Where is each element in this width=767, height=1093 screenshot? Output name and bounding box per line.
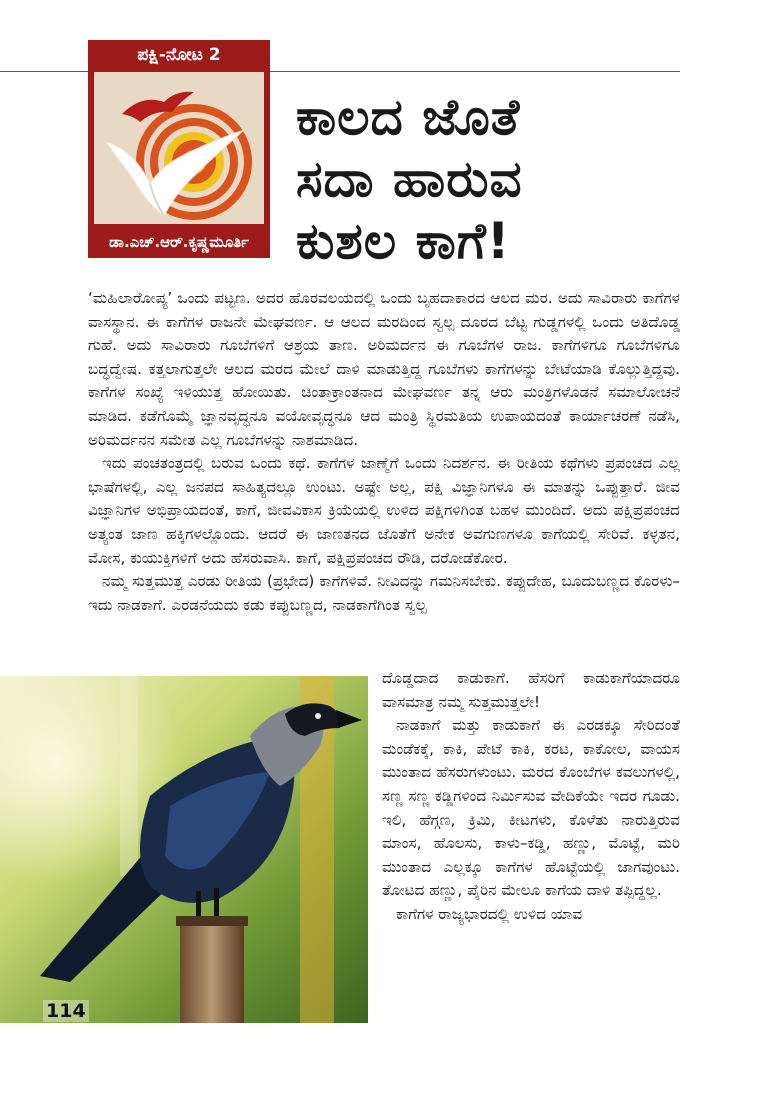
series-badge xyxy=(88,40,270,258)
series-title: ಪಕ್ಷಿ-ನೋಟ 2 xyxy=(137,45,221,65)
headline-line-2: ಸದಾ ಹಾರುವ xyxy=(296,150,523,208)
article-body xyxy=(88,287,680,617)
side-paragraph-1: ದೊಡ್ಡದಾದ ಕಾಡುಕಾಗೆ. ಹೆಸರಿಗೆ ಕಾಡುಕಾಗೆಯಾದರೂ ವಾಸಮಾತ್ರ ನಮ್ಮ ಸುತ್ತಮುತ್ತಲೇ! xyxy=(382,669,680,711)
badge-logo-art xyxy=(94,72,264,224)
body-paragraph-2: ಇದು ಪಂಚತಂತ್ರದಲ್ಲಿ ಬರುವ ಒಂದು ಕಥೆ. ಕಾಗೆಗಳ ಜಾಣ್ಮೆಗೆ ಒಂದು ನಿದರ್ಶನ. ಈ ರೀತಿಯ ಕಥೆಗಳು ಪ್ರಪಂಚದ ಎಲ್ಲ ಭಾಷೆಗಳಲ್ಲಿ, ಎಲ್ಲ ಜನಪದ ಸಾಹಿತ್ಯದಲ್ಲೂ ಉಂಟು. ಅಷ್ಟೇ ಅಲ್ಲ, ಪಕ್ಷಿ ವಿಜ್ಞಾನಿಗಳೂ ಈ ಮಾತನ್ನು ಒಪ್ಪುತ್ತಾರೆ. ಜೀವ ವಿಜ್ಞಾನಿಗಳ ಅಭಿಪ್ರಾಯದಂತೆ, ಕಾಗೆ, ಜೀವವಿಕಾಸ ಕ್ರಿಯೆಯಲ್ಲಿ ಉಳಿದ ಪಕ್ಷಿಗಳಿಗಿಂತ ಬಹಳ ಮುಂದಿದೆ. ಅದು ಪಕ್ಷಿಪ್ರಪಂಚದ ಅತ್ಯಂತ ಜಾಣ ಹಕ್ಕಿಗಳಲ್ಲೊಂದು. ಆದರೆ ಈ ಜಾಣತನದ ಜೊತೆಗೆ ಅನೇಕ ಅವಗುಣಗಳೂ ಕಾಗೆಯಲ್ಲಿ ಸೇರಿವೆ. ಕಳ್ಳತನ, ಮೋಸ, ಕುಯುಕ್ತಿಗಳಿಗೆ ಅದು ಹೆಸರುವಾಸಿ. ಕಾಗೆ, ಪಕ್ಷಿಪ್ರಪಂಚದ ರೌಡಿ, ದರೋಡೆಕೋರ. xyxy=(88,454,680,567)
headline-line-3: ಕುಶಲ ಕಾಗೆ! xyxy=(296,212,511,270)
article-headline xyxy=(296,86,676,272)
headline-line-1: ಕಾಲದ ಜೊತೆ xyxy=(296,88,521,146)
author-name: ಡಾ.ಎಚ್.ಆರ್.ಕೃಷ್ಣಮೂರ್ತಿ xyxy=(109,233,249,251)
bird-target-logo-icon xyxy=(94,72,264,224)
side-column-text xyxy=(382,667,680,927)
crow-photo xyxy=(0,676,368,1023)
side-paragraph-3: ಕಾಗೆಗಳ ರಾಜ್ಯಭಾರದಲ್ಲಿ ಉಳಿದ ಯಾವ xyxy=(396,904,583,923)
body-paragraph-1: ‘ಮಹಿಲಾರೋಪ್ಯ’ ಒಂದು ಪಟ್ಟಣ. ಅದರ ಹೊರವಲಯದಲ್ಲಿ ಒಂದು ಬೃಹದಾಕಾರದ ಆಲದ ಮರ. ಅದು ಸಾವಿರಾರು ಕಾಗೆಗಳ ವಾಸಸ್ಥಾನ. ಈ ಕಾಗೆಗಳ ರಾಜನೇ ಮೇಘವರ್ಣ. ಆ ಆಲದ ಮರದಿಂದ ಸ್ವಲ್ಪ ದೂರದ ಬೆಟ್ಟ ಗುಡ್ಡಗಳಲ್ಲಿ ಒಂದು ಅತಿದೊಡ್ಡ ಗುಹೆ. ಅದು ಸಾವಿರಾರು ಗೂಬೆಗಳಿಗೆ ಆಶ್ರಯ ತಾಣ. ಅರಿಮರ್ದನ ಈ ಗೂಬೆಗಳ ರಾಜ. ಕಾಗೆಗಳಿಗೂ ಗೂಬೆಗಳಿಗೂ ಬದ್ಧದ್ವೇಷ. ಕತ್ತಲಾಗುತ್ತಲೇ ಆಲದ ಮರದ ಮೇಲೆ ದಾಳಿ ಮಾಡುತ್ತಿದ್ದ ಗೂಬೆಗಳು ಕಾಗೆಗಳನ್ನು ಬೇಟೆಯಾಡಿ ಕೊಲ್ಲುತ್ತಿದ್ದವು. ಕಾಗೆಗಳ ಸಂಖ್ಯೆ ಇಳಿಯುತ್ತ ಹೋಯಿತು. ಚಿಂತಾಕ್ರಾಂತನಾದ ಮೇಘವರ್ಣ ತನ್ನ ಆರು ಮಂತ್ರಿಗಳೊಡನೆ ಸಮಾಲೋಚನೆ ಮಾಡಿದ. ಕಡೆಗೊಮ್ಮೆ ಜ್ಞಾನವೃದ್ಧನೂ ವಯೋವೃದ್ಧನೂ ಆದ ಮಂತ್ರಿ ಸ್ಥಿರಮತಿಯ ಉಪಾಯದಂತೆ ಕಾರ್ಯಾಚರಣೆ ನಡೆಸಿ, ಅರಿಮರ್ದನನ ಸಮೇತ ಎಲ್ಲ ಗೂಬೆಗಳನ್ನು ನಾಶಮಾಡಿದ. xyxy=(88,289,680,449)
crow-illustration-icon xyxy=(0,676,368,1023)
body-paragraph-3: ನಮ್ಮ ಸುತ್ತಮುತ್ತ ಎರಡು ರೀತಿಯ (ಪ್ರಭೇದ) ಕಾಗೆಗಳಿವೆ. ನೀವಿದನ್ನು ಗಮನಿಸಬೇಕು. ಕಪ್ಪುದೇಹ, ಬೂದುಬಣ್ಣದ ಕೊರಳು– ಇದು ನಾಡಕಾಗೆ. ಎರಡನೆಯದು ಕಡು ಕಪ್ಪುಬಣ್ಣದ, ನಾಡಕಾಗೆಗಿಂತ ಸ್ವಲ್ಪ xyxy=(88,572,680,614)
side-paragraph-2: ನಾಡಕಾಗೆ ಮತ್ತು ಕಾಡುಕಾಗೆ ಈ ಎರಡಕ್ಕೂ ಸೇರಿದಂತೆ ಮಂಡೆಕಕ್ಕೆ, ಕಾಕಿ, ಪೇಟೆ ಕಾಕಿ, ಕರಟ, ಕಾಕೋಲ, ವಾಯಸ ಮುಂತಾದ ಹೆಸರುಗಳುಂಟು. ಮರದ ಕೊಂಬೆಗಳ ಕವಲುಗಳಲ್ಲಿ, ಸಣ್ಣ ಸಣ್ಣ ಕಡ್ಡಿಗಳಿಂದ ನಿರ್ಮಿಸುವ ವೇದಿಕೆಯೇ ಇದರ ಗೂಡು. ಇಲಿ, ಹೆಗ್ಗಣ, ಕ್ರಿಮಿ, ಕೀಟಗಳು, ಕೊಳೆತು ನಾರುತ್ತಿರುವ ಮಾಂಸ, ಹೊಲಸು, ಕಾಳು–ಕಡ್ಡಿ, ಹಣ್ಣು, ಮೊಟ್ಟೆ, ಮರಿ ಮುಂತಾದ ಎಲ್ಲಕ್ಕೂ ಕಾಗೆಗಳ ಹೊಟ್ಟೆಯಲ್ಲಿ ಜಾಗವುಂಟು. ತೋಟದ ಹಣ್ಣು, ಪೈರಿನ ಮೇಲೂ ಕಾಗೆಯ ದಾಳಿ ತಪ್ಪಿದ್ದಲ್ಲ. xyxy=(382,716,680,900)
page-number: 114 xyxy=(43,1000,89,1022)
